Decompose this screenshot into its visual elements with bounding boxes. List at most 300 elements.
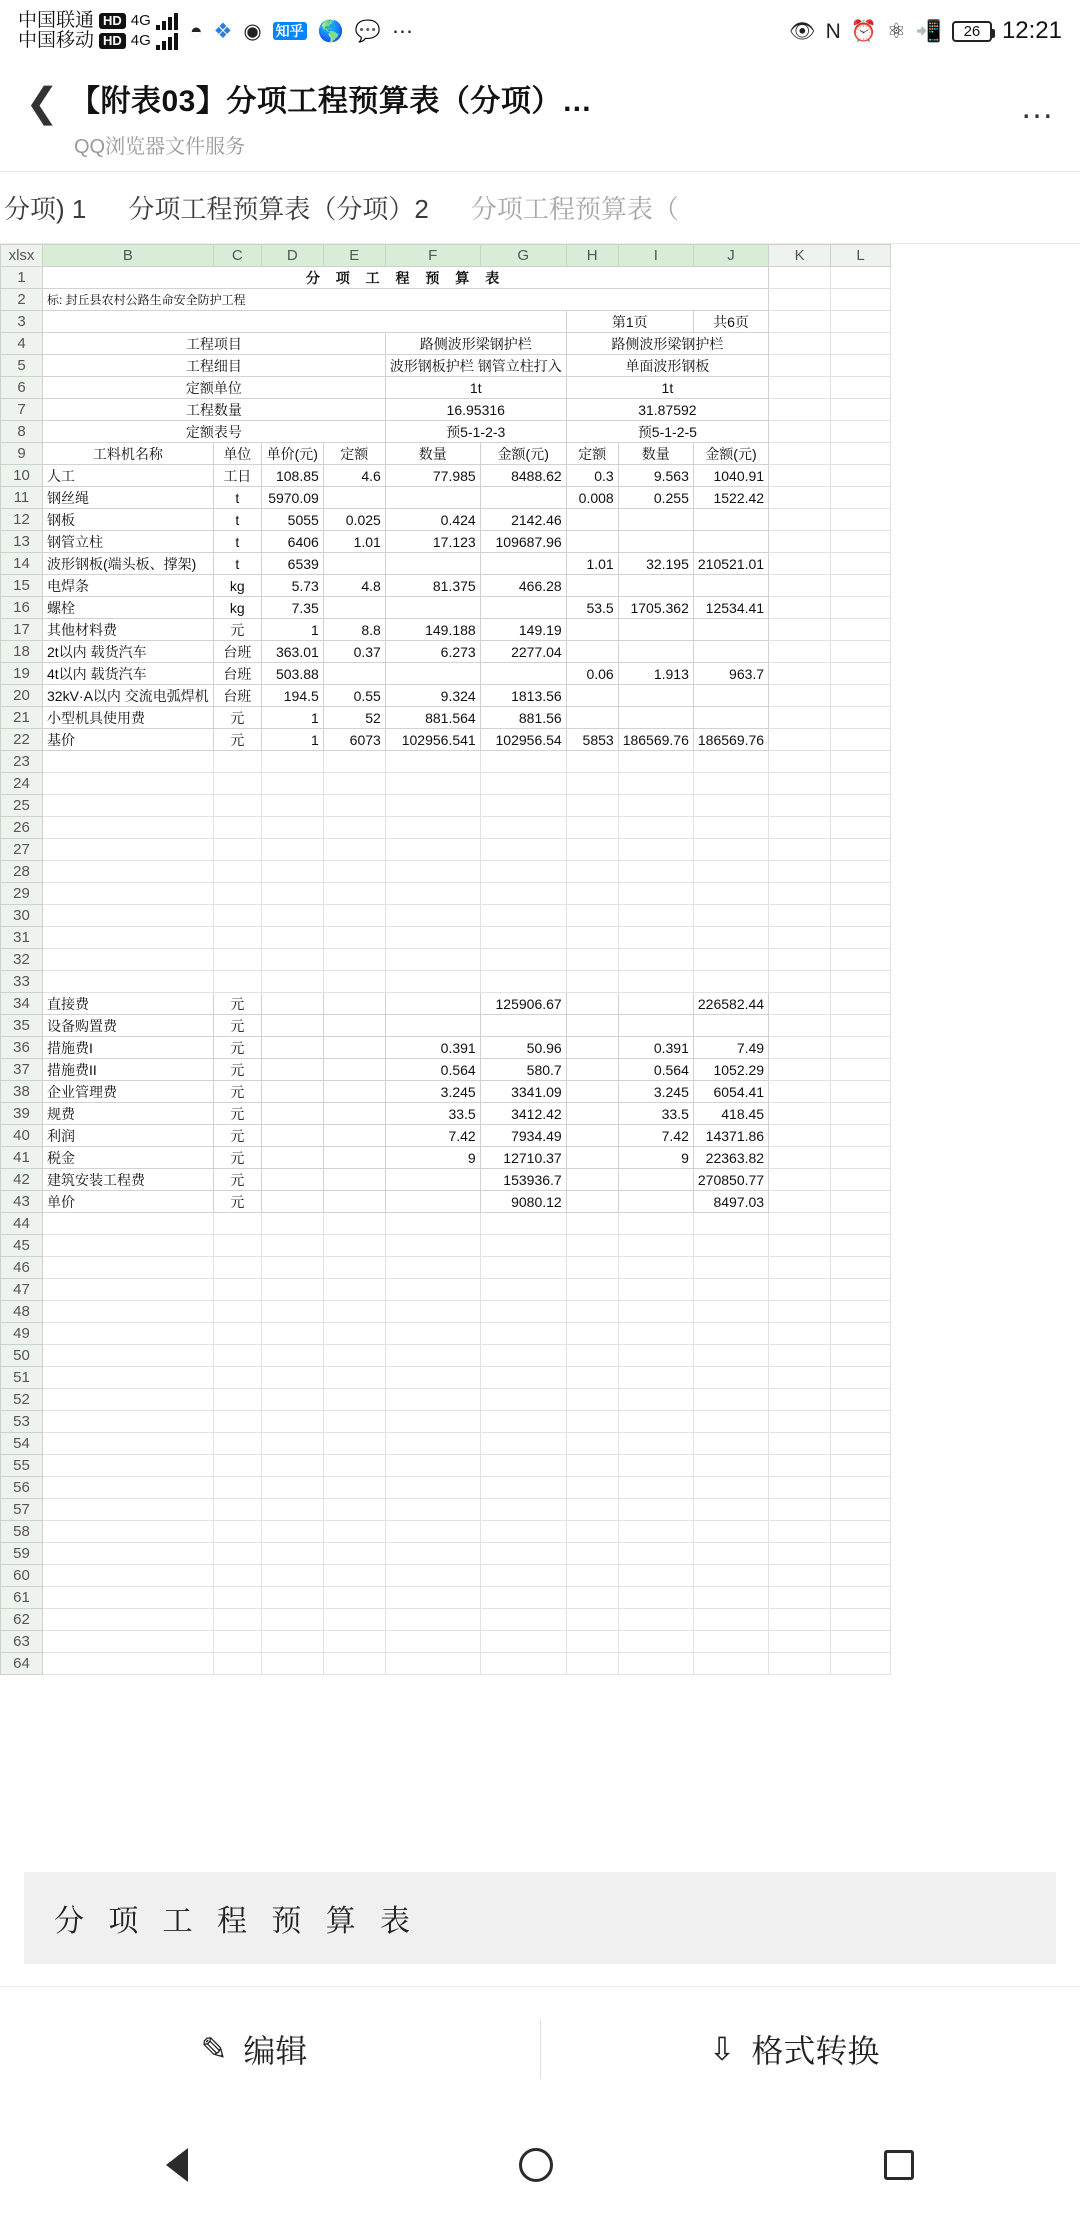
- item-quota-1[interactable]: [323, 1191, 385, 1213]
- table-cell[interactable]: [769, 1301, 831, 1323]
- item-quota-2[interactable]: 0.06: [566, 663, 618, 685]
- row-header-21[interactable]: 21: [1, 707, 43, 729]
- nav-back-triangle-icon[interactable]: [166, 2148, 188, 2182]
- table-cell[interactable]: [385, 949, 480, 971]
- item-qty-1[interactable]: [385, 553, 480, 575]
- table-cell[interactable]: [566, 1499, 618, 1521]
- table-cell[interactable]: [261, 1389, 323, 1411]
- table-row[interactable]: [1, 553, 891, 575]
- table-cell[interactable]: [213, 1433, 261, 1455]
- table-cell[interactable]: [831, 861, 891, 883]
- table-cell[interactable]: [323, 1653, 385, 1675]
- table-cell[interactable]: [566, 883, 618, 905]
- table-cell[interactable]: [618, 1367, 693, 1389]
- table-cell[interactable]: [480, 751, 566, 773]
- row-header-52[interactable]: 52: [1, 1389, 43, 1411]
- table-cell[interactable]: [43, 1587, 214, 1609]
- table-row[interactable]: [1, 1609, 891, 1631]
- table-cell[interactable]: [213, 1279, 261, 1301]
- table-cell[interactable]: [769, 1367, 831, 1389]
- table-cell[interactable]: [43, 1257, 214, 1279]
- table-cell[interactable]: [769, 619, 831, 641]
- table-cell[interactable]: [213, 1587, 261, 1609]
- item-unit[interactable]: 台班: [213, 641, 261, 663]
- info-label[interactable]: 工程数量: [43, 399, 386, 421]
- item-qty-2[interactable]: [618, 641, 693, 663]
- item-qty-1[interactable]: 102956.541: [385, 729, 480, 751]
- table-cell[interactable]: [831, 1587, 891, 1609]
- table-cell[interactable]: [831, 993, 891, 1015]
- table-cell[interactable]: [43, 1389, 214, 1411]
- table-cell[interactable]: [769, 575, 831, 597]
- table-cell[interactable]: [831, 949, 891, 971]
- item-price[interactable]: 5970.09: [261, 487, 323, 509]
- row-header-64[interactable]: 64: [1, 1653, 43, 1675]
- table-row[interactable]: [1, 839, 891, 861]
- table-row[interactable]: [1, 1257, 891, 1279]
- table-cell[interactable]: [43, 1235, 214, 1257]
- table-cell[interactable]: [769, 1059, 831, 1081]
- item-qty-2[interactable]: 7.42: [618, 1125, 693, 1147]
- table-cell[interactable]: [831, 1565, 891, 1587]
- table-cell[interactable]: [385, 1257, 480, 1279]
- item-name[interactable]: 规费: [43, 1103, 214, 1125]
- table-cell[interactable]: [566, 1653, 618, 1675]
- table-cell[interactable]: [693, 839, 768, 861]
- table-cell[interactable]: [693, 1301, 768, 1323]
- table-cell[interactable]: [618, 971, 693, 993]
- table-cell[interactable]: [769, 1015, 831, 1037]
- item-quota-2[interactable]: [566, 1037, 618, 1059]
- table-cell[interactable]: [385, 1301, 480, 1323]
- table-cell[interactable]: [480, 1411, 566, 1433]
- item-amount-2[interactable]: 1040.91: [693, 465, 768, 487]
- table-cell[interactable]: [693, 1433, 768, 1455]
- row-header-13[interactable]: 13: [1, 531, 43, 553]
- item-amount-1[interactable]: 2142.46: [480, 509, 566, 531]
- column-label[interactable]: 金额(元): [693, 443, 768, 465]
- table-row[interactable]: [1, 1279, 891, 1301]
- table-cell[interactable]: [831, 1499, 891, 1521]
- table-cell[interactable]: [43, 1543, 214, 1565]
- table-cell[interactable]: [566, 1345, 618, 1367]
- table-cell[interactable]: [769, 1345, 831, 1367]
- item-qty-1[interactable]: 9.324: [385, 685, 480, 707]
- item-amount-1[interactable]: [480, 553, 566, 575]
- item-quota-1[interactable]: [323, 1169, 385, 1191]
- table-cell[interactable]: [213, 1389, 261, 1411]
- item-name[interactable]: 设备购置费: [43, 1015, 214, 1037]
- item-name[interactable]: 建筑安装工程费: [43, 1169, 214, 1191]
- row-header-29[interactable]: 29: [1, 883, 43, 905]
- table-cell[interactable]: [618, 1301, 693, 1323]
- item-qty-2[interactable]: [618, 509, 693, 531]
- item-quota-2[interactable]: [566, 707, 618, 729]
- table-cell[interactable]: [261, 1235, 323, 1257]
- table-cell[interactable]: [769, 553, 831, 575]
- table-cell[interactable]: [566, 1609, 618, 1631]
- item-unit[interactable]: 元: [213, 619, 261, 641]
- table-cell[interactable]: [769, 1081, 831, 1103]
- more-horizontal-icon[interactable]: …: [1020, 88, 1056, 126]
- table-cell[interactable]: [43, 971, 214, 993]
- row-header-30[interactable]: 30: [1, 905, 43, 927]
- table-cell[interactable]: [693, 883, 768, 905]
- table-row[interactable]: [1, 1345, 891, 1367]
- nav-recents-square-icon[interactable]: [884, 2150, 914, 2180]
- item-qty-1[interactable]: [385, 1015, 480, 1037]
- table-row[interactable]: [1, 971, 891, 993]
- table-cell[interactable]: [480, 1653, 566, 1675]
- table-row[interactable]: [1, 1191, 891, 1213]
- table-cell[interactable]: [769, 355, 831, 377]
- table-cell[interactable]: [831, 355, 891, 377]
- table-cell[interactable]: [831, 377, 891, 399]
- column-header-J[interactable]: J: [693, 245, 768, 267]
- table-cell[interactable]: [323, 1433, 385, 1455]
- table-cell[interactable]: [213, 1367, 261, 1389]
- table-cell[interactable]: [831, 399, 891, 421]
- table-cell[interactable]: [618, 1455, 693, 1477]
- table-row[interactable]: [1, 1389, 891, 1411]
- item-qty-1[interactable]: 77.985: [385, 465, 480, 487]
- item-quota-2[interactable]: 0.008: [566, 487, 618, 509]
- table-cell[interactable]: [693, 927, 768, 949]
- table-cell[interactable]: [693, 971, 768, 993]
- item-quota-1[interactable]: 0.55: [323, 685, 385, 707]
- table-cell[interactable]: [385, 1653, 480, 1675]
- item-price[interactable]: [261, 993, 323, 1015]
- table-row[interactable]: [1, 487, 891, 509]
- table-cell[interactable]: [213, 817, 261, 839]
- table-cell[interactable]: [618, 1587, 693, 1609]
- table-cell[interactable]: [261, 1345, 323, 1367]
- item-unit[interactable]: 元: [213, 1191, 261, 1213]
- table-cell[interactable]: [769, 1169, 831, 1191]
- sheet-tab-bar[interactable]: [0, 172, 1080, 244]
- item-amount-1[interactable]: 50.96: [480, 1037, 566, 1059]
- table-cell[interactable]: [769, 1257, 831, 1279]
- table-row[interactable]: [1, 1587, 891, 1609]
- table-cell[interactable]: [261, 1609, 323, 1631]
- table-row[interactable]: [1, 1455, 891, 1477]
- table-cell[interactable]: [213, 971, 261, 993]
- table-cell[interactable]: [323, 1345, 385, 1367]
- table-cell[interactable]: [480, 1213, 566, 1235]
- item-amount-2[interactable]: [693, 619, 768, 641]
- table-cell[interactable]: [43, 1653, 214, 1675]
- table-cell[interactable]: [769, 905, 831, 927]
- table-cell[interactable]: [769, 267, 831, 289]
- row-header-41[interactable]: 41: [1, 1147, 43, 1169]
- table-cell[interactable]: [480, 883, 566, 905]
- table-cell[interactable]: [385, 1587, 480, 1609]
- table-cell[interactable]: [385, 1631, 480, 1653]
- item-amount-1[interactable]: 881.56: [480, 707, 566, 729]
- table-cell[interactable]: [566, 1411, 618, 1433]
- item-qty-2[interactable]: [618, 531, 693, 553]
- table-cell[interactable]: [480, 905, 566, 927]
- table-cell[interactable]: [43, 883, 214, 905]
- item-price[interactable]: [261, 1081, 323, 1103]
- item-name[interactable]: 其他材料费: [43, 619, 214, 641]
- table-cell[interactable]: [385, 1521, 480, 1543]
- table-cell[interactable]: [213, 883, 261, 905]
- table-cell[interactable]: [831, 1609, 891, 1631]
- table-row[interactable]: [1, 1169, 891, 1191]
- table-cell[interactable]: [480, 1455, 566, 1477]
- table-cell[interactable]: [769, 1037, 831, 1059]
- table-cell[interactable]: [261, 1477, 323, 1499]
- table-cell[interactable]: [831, 619, 891, 641]
- row-header-5[interactable]: 5: [1, 355, 43, 377]
- item-amount-1[interactable]: [480, 487, 566, 509]
- row-header-27[interactable]: 27: [1, 839, 43, 861]
- table-row[interactable]: [1, 597, 891, 619]
- table-cell[interactable]: [618, 1477, 693, 1499]
- item-amount-2[interactable]: 7.49: [693, 1037, 768, 1059]
- item-amount-1[interactable]: 1813.56: [480, 685, 566, 707]
- item-price[interactable]: 1: [261, 619, 323, 641]
- table-cell[interactable]: [323, 883, 385, 905]
- table-cell[interactable]: [385, 795, 480, 817]
- table-cell[interactable]: [385, 839, 480, 861]
- item-unit[interactable]: 元: [213, 1125, 261, 1147]
- item-qty-2[interactable]: 1705.362: [618, 597, 693, 619]
- table-cell[interactable]: [385, 1213, 480, 1235]
- table-row[interactable]: [1, 355, 891, 377]
- item-quota-2[interactable]: [566, 575, 618, 597]
- table-cell[interactable]: [618, 795, 693, 817]
- table-row[interactable]: [1, 289, 891, 311]
- item-unit[interactable]: 元: [213, 993, 261, 1015]
- table-cell[interactable]: [385, 883, 480, 905]
- column-header-H[interactable]: H: [566, 245, 618, 267]
- row-header-45[interactable]: 45: [1, 1235, 43, 1257]
- table-cell[interactable]: [769, 729, 831, 751]
- table-cell[interactable]: [693, 751, 768, 773]
- item-amount-2[interactable]: 963.7: [693, 663, 768, 685]
- row-header-15[interactable]: 15: [1, 575, 43, 597]
- table-cell[interactable]: [480, 1301, 566, 1323]
- item-qty-1[interactable]: 7.42: [385, 1125, 480, 1147]
- item-price[interactable]: [261, 1191, 323, 1213]
- table-cell[interactable]: [385, 1609, 480, 1631]
- table-row[interactable]: [1, 685, 891, 707]
- item-name[interactable]: 钢板: [43, 509, 214, 531]
- table-cell[interactable]: [769, 1653, 831, 1675]
- item-quota-1[interactable]: 0.025: [323, 509, 385, 531]
- table-row[interactable]: [1, 399, 891, 421]
- table-cell[interactable]: [566, 817, 618, 839]
- row-header-31[interactable]: 31: [1, 927, 43, 949]
- table-cell[interactable]: [769, 685, 831, 707]
- row-header-59[interactable]: 59: [1, 1543, 43, 1565]
- row-header-63[interactable]: 63: [1, 1631, 43, 1653]
- item-name[interactable]: 4t以内 载货汽车: [43, 663, 214, 685]
- item-qty-1[interactable]: 881.564: [385, 707, 480, 729]
- table-row[interactable]: [1, 993, 891, 1015]
- table-cell[interactable]: [566, 1257, 618, 1279]
- row-header-4[interactable]: 4: [1, 333, 43, 355]
- table-cell[interactable]: [618, 1499, 693, 1521]
- info-label[interactable]: 工程细目: [43, 355, 386, 377]
- table-cell[interactable]: [566, 1235, 618, 1257]
- table-row[interactable]: [1, 1543, 891, 1565]
- table-cell[interactable]: [261, 883, 323, 905]
- info-label[interactable]: 定额单位: [43, 377, 386, 399]
- row-header-33[interactable]: 33: [1, 971, 43, 993]
- item-qty-1[interactable]: 149.188: [385, 619, 480, 641]
- table-cell[interactable]: [769, 1521, 831, 1543]
- item-quota-1[interactable]: [323, 1059, 385, 1081]
- table-cell[interactable]: [323, 971, 385, 993]
- table-cell[interactable]: [831, 1191, 891, 1213]
- item-unit[interactable]: kg: [213, 575, 261, 597]
- item-amount-1[interactable]: 7934.49: [480, 1125, 566, 1147]
- table-cell[interactable]: [43, 817, 214, 839]
- table-row[interactable]: [1, 1521, 891, 1543]
- table-cell[interactable]: [769, 443, 831, 465]
- item-price[interactable]: [261, 1037, 323, 1059]
- table-cell[interactable]: [480, 1389, 566, 1411]
- table-row[interactable]: [1, 1301, 891, 1323]
- table-row[interactable]: [1, 267, 891, 289]
- item-amount-2[interactable]: 1522.42: [693, 487, 768, 509]
- table-cell[interactable]: [769, 1103, 831, 1125]
- item-price[interactable]: [261, 1103, 323, 1125]
- table-cell[interactable]: [323, 773, 385, 795]
- table-cell[interactable]: [213, 1521, 261, 1543]
- table-cell[interactable]: [831, 795, 891, 817]
- table-cell[interactable]: [693, 1587, 768, 1609]
- table-row[interactable]: [1, 1235, 891, 1257]
- row-header-17[interactable]: 17: [1, 619, 43, 641]
- table-cell[interactable]: [693, 861, 768, 883]
- item-amount-2[interactable]: 14371.86: [693, 1125, 768, 1147]
- info-value-left[interactable]: 1t: [385, 377, 566, 399]
- row-header-14[interactable]: 14: [1, 553, 43, 575]
- item-unit[interactable]: 元: [213, 1147, 261, 1169]
- table-cell[interactable]: [831, 1543, 891, 1565]
- table-cell[interactable]: [480, 1477, 566, 1499]
- table-cell[interactable]: [831, 333, 891, 355]
- table-cell[interactable]: [769, 1587, 831, 1609]
- table-cell[interactable]: [43, 905, 214, 927]
- row-header-48[interactable]: 48: [1, 1301, 43, 1323]
- item-qty-1[interactable]: [385, 1191, 480, 1213]
- item-name[interactable]: 电焊条: [43, 575, 214, 597]
- table-cell[interactable]: [43, 1433, 214, 1455]
- table-cell[interactable]: [213, 839, 261, 861]
- item-qty-1[interactable]: [385, 597, 480, 619]
- table-cell[interactable]: [693, 949, 768, 971]
- table-cell[interactable]: [769, 1631, 831, 1653]
- item-price[interactable]: [261, 1147, 323, 1169]
- table-cell[interactable]: [566, 1213, 618, 1235]
- table-cell[interactable]: [385, 1433, 480, 1455]
- info-value-left[interactable]: 预5-1-2-3: [385, 421, 566, 443]
- table-row[interactable]: [1, 795, 891, 817]
- table-cell[interactable]: [566, 1477, 618, 1499]
- table-cell[interactable]: [43, 773, 214, 795]
- table-cell[interactable]: [831, 1213, 891, 1235]
- item-name[interactable]: 2t以内 载货汽车: [43, 641, 214, 663]
- item-amount-1[interactable]: 2277.04: [480, 641, 566, 663]
- table-cell[interactable]: [385, 1235, 480, 1257]
- table-row[interactable]: [1, 663, 891, 685]
- table-cell[interactable]: [385, 1389, 480, 1411]
- table-cell[interactable]: [261, 1631, 323, 1653]
- item-name[interactable]: 企业管理费: [43, 1081, 214, 1103]
- convert-button[interactable]: [709, 2026, 880, 2072]
- item-amount-1[interactable]: 3412.42: [480, 1103, 566, 1125]
- table-cell[interactable]: [769, 1389, 831, 1411]
- table-cell[interactable]: [480, 1367, 566, 1389]
- table-cell[interactable]: [213, 1631, 261, 1653]
- table-cell[interactable]: [693, 1565, 768, 1587]
- table-cell[interactable]: [323, 1565, 385, 1587]
- table-cell[interactable]: [385, 1565, 480, 1587]
- table-cell[interactable]: [261, 773, 323, 795]
- row-header-44[interactable]: 44: [1, 1213, 43, 1235]
- table-cell[interactable]: [261, 1279, 323, 1301]
- table-cell[interactable]: [566, 971, 618, 993]
- table-cell[interactable]: [769, 1565, 831, 1587]
- table-cell[interactable]: [831, 1059, 891, 1081]
- table-cell[interactable]: [323, 1323, 385, 1345]
- page-note-left[interactable]: 第1页: [566, 311, 693, 333]
- item-price[interactable]: 7.35: [261, 597, 323, 619]
- table-cell[interactable]: [693, 1367, 768, 1389]
- table-cell[interactable]: [769, 1213, 831, 1235]
- row-header-12[interactable]: 12: [1, 509, 43, 531]
- table-cell[interactable]: [385, 1543, 480, 1565]
- row-header-49[interactable]: 49: [1, 1323, 43, 1345]
- item-unit[interactable]: 台班: [213, 685, 261, 707]
- table-cell[interactable]: [769, 1543, 831, 1565]
- table-cell[interactable]: [693, 1345, 768, 1367]
- row-header-6[interactable]: 6: [1, 377, 43, 399]
- table-cell[interactable]: [769, 663, 831, 685]
- item-quota-2[interactable]: [566, 509, 618, 531]
- table-cell[interactable]: [618, 1411, 693, 1433]
- table-cell[interactable]: [693, 1411, 768, 1433]
- item-name[interactable]: 基价: [43, 729, 214, 751]
- table-cell[interactable]: [323, 817, 385, 839]
- table-cell[interactable]: [693, 1499, 768, 1521]
- table-cell[interactable]: [769, 949, 831, 971]
- table-row[interactable]: [1, 311, 891, 333]
- item-unit[interactable]: t: [213, 553, 261, 575]
- table-cell[interactable]: [831, 1103, 891, 1125]
- table-cell[interactable]: [566, 1323, 618, 1345]
- item-unit[interactable]: 元: [213, 1037, 261, 1059]
- item-amount-1[interactable]: 149.19: [480, 619, 566, 641]
- table-row[interactable]: [1, 1125, 891, 1147]
- table-cell[interactable]: [618, 773, 693, 795]
- table-cell[interactable]: [693, 795, 768, 817]
- item-quota-1[interactable]: [323, 993, 385, 1015]
- table-cell[interactable]: [831, 663, 891, 685]
- item-amount-2[interactable]: 210521.01: [693, 553, 768, 575]
- table-row[interactable]: [1, 1411, 891, 1433]
- item-unit[interactable]: 元: [213, 729, 261, 751]
- table-cell[interactable]: [831, 1477, 891, 1499]
- table-cell[interactable]: [831, 421, 891, 443]
- item-amount-2[interactable]: [693, 531, 768, 553]
- table-cell[interactable]: [831, 465, 891, 487]
